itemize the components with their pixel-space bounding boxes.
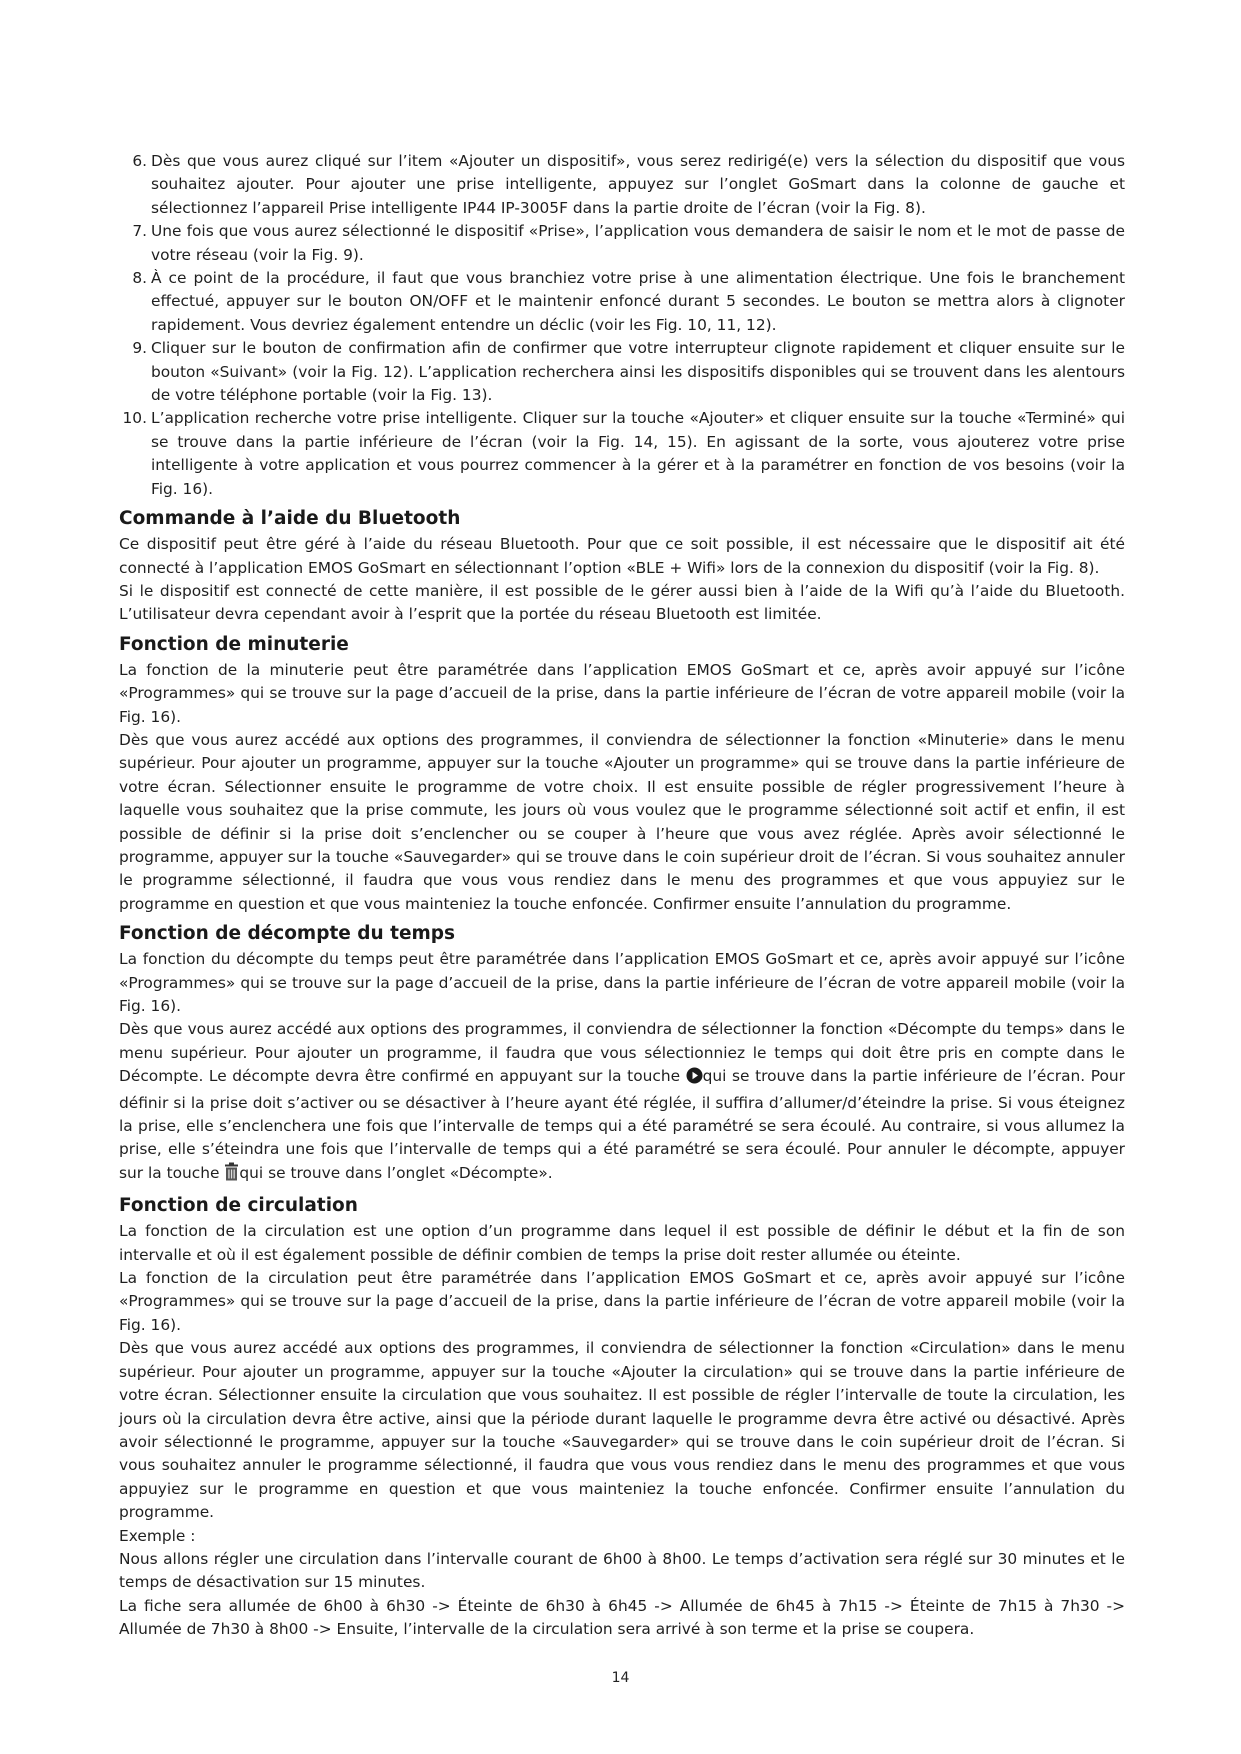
- example-paragraph: La fiche sera allumée de 6h00 à 6h30 -> Éteinte de 6h30 à 6h45 -> Allumée de 6h45 à 7h15 -> Éteinte de 7h15 à 7h30 -> Allumée de 7h30 à 8h00 -> Ensuite, l’intervalle de la circulation sera arrivé à son terme et la prise se coupera.: [119, 1596, 1125, 1639]
- bluetooth-heading: Commande à l’aide du Bluetooth: [119, 508, 461, 530]
- list-item: 10. L’application recherche votre prise intelligente. Cliquer sur la touche «Ajouter» et cliquer ensuite sur la touche «Terminé» qui se trouve dans la partie inférieure de l’écran (voir la Fig. 14, 15). En agissant de la sorte, vous ajouterez votre prise intelligente à votre application et vous pourrez commencer à la gérer et à la paramétrer en fonction de vos besoins (voir la Fig. 16).: [122, 409, 1125, 498]
- page-number: 14: [611, 1670, 630, 1686]
- timer-paragraph: La fonction de la minuterie peut être paramétrée dans l’application EMOS GoSmart et ce, après avoir appuyé sur l’icône «Programmes» qui se trouve sur la page d’accueil de la prise, dans la partie inférieure de l’écran de votre appareil mobile (voir la Fig. 16).: [119, 660, 1125, 726]
- circulation-paragraph: La fonction de la circulation peut être paramétrée dans l’application EMOS GoSmart et ce, après avoir appuyé sur l’icône «Programmes» qui se trouve sur la page d’accueil de la prise, dans la partie inférieure de l’écran de votre appareil mobile (voir la Fig. 16).: [119, 1269, 1125, 1334]
- countdown-paragraph: Dès que vous aurez accédé aux options des programmes, il conviendra de sélectionner la fonction «Décompte du temps» dans le menu supérieur. Pour ajouter un programme, il faudra que vous sélectionniez le temps qui doit être pris en compte dans le Décompte. Le décompte devra être confirmé en appuyant sur la touche qui se trouve dans la partie inférieure de l’écran. Pour définir si la prise doit s’activer ou se désactiver à l’heure ayant été réglée, il suffira d’allumer/d’éteindre la prise. Si vous éteignez la prise, elle s’enclenchera une fois que l’intervalle de temps qui a été paramétré se sera écoulé. Au contraire, si vous allumez la prise, elle s’éteindra une fois que l’intervalle de temps qui a été paramétré se sera écoulé. Pour annuler le décompte, appuyer sur la touche qui se trouve dans l’onglet «Décompte».: [119, 1018, 1125, 1188]
- countdown-heading: Fonction de décompte du temps: [119, 923, 456, 945]
- bluetooth-paragraph: Si le dispositif est connecté de cette manière, il est possible de le gérer aussi bien à l’aide de la Wifi qu’à l’aide du Bluetooth. L’utilisateur devra cependant avoir à l’esprit que la portée du réseau Bluetooth est limitée.: [119, 581, 1125, 624]
- timer-paragraph: Dès que vous aurez accédé aux options des programmes, il conviendra de sélectionner la fonction «Minuterie» dans le menu supérieur. Pour ajouter un programme, appuyer sur la touche «Ajouter un programme» qui se trouve dans la partie inférieure de votre écran. Sélectionner ensuite le programme de votre choix. Il est ensuite possible de régler progressivement l’heure à laquelle vous souhaitez que la prise commute, les jours où vous voulez que le programme sélectionné soit actif et enfin, il est possible de définir si la prise doit s’enclencher ou se couper à l’heure que vous avez réglée. Après avoir sélectionné le programme, appuyer sur la touche «Sauvegarder» qui se trouve dans le coin supérieur droit de l’écran. Si vous souhaitez annuler le programme sélectionné, il faudra que vous vous rendiez dans le menu des programmes et que vous appuyiez sur le programme en question et que vous mainteniez la touche enfoncée. Confirmer ensuite l’annulation du programme.: [119, 730, 1125, 913]
- bluetooth-paragraph: Ce dispositif peut être géré à l’aide du réseau Bluetooth. Pour que ce soit possible, il est nécessaire que le dispositif ait été connecté à l’application EMOS GoSmart en sélectionnant l’option «BLE + Wifi» lors de la connexion du dispositif (voir la Fig. 8).: [119, 535, 1125, 577]
- trash-icon: [224, 1162, 239, 1188]
- countdown-paragraph: La fonction du décompte du temps peut être paramétrée dans l’application EMOS GoSmart et ce, après avoir appuyé sur l’icône «Programmes» qui se trouve sur la page d’accueil de la prise, dans la partie inférieure de l’écran de votre appareil mobile (voir la Fig. 16).: [119, 950, 1125, 1015]
- list-item: 8. À ce point de la procédure, il faut que vous branchiez votre prise à une alimentation électrique. Une fois le branchement effectué, appuyer sur le bouton ON/OFF et le maintenir enfoncé durant 5 secondes. Le bouton se mettra alors à clignoter rapidement. Vous devriez également entendre un déclic (voir les Fig. 10, 11, 12).: [132, 269, 1125, 334]
- example-paragraph: Nous allons régler une circulation dans l’intervalle courant de 6h00 à 8h00. Le temps d’activation sera réglé sur 30 minutes et le temps de désactivation sur 15 minutes.: [119, 1549, 1125, 1592]
- setup-steps-list: [119, 150, 1125, 501]
- timer-heading: Fonction de minuterie: [119, 633, 349, 655]
- circulation-paragraph: Dès que vous aurez accédé aux options des programmes, il conviendra de sélectionner la fonction «Circulation» dans le menu supérieur. Pour ajouter un programme, appuyer sur la touche «Ajouter la circulation» qui se trouve dans la partie inférieure de votre écran. Sélectionner ensuite la circulation que vous souhaitez. Il est possible de régler l’intervalle de toute la circulation, les jours où la circulation devra être active, ainsi que la période durant laquelle le programme devra être activé ou désactivé. Après avoir sélectionné le programme, appuyer sur la touche «Sauvegarder» qui se trouve dans le coin supérieur droit de l’écran. Si vous souhaitez annuler le programme sélectionné, il faudra que vous vous rendiez dans le menu des programmes et que vous appuyiez sur le programme en question et que vous mainteniez la touche enfoncée. Confirmer ensuite l’annulation du programme.: [119, 1339, 1125, 1522]
- list-item: 9. Cliquer sur le bouton de confirmation afin de confirmer que votre interrupteur clignote rapidement et cliquer ensuite sur le bouton «Suivant» (voir la Fig. 12). L’application recherchera ainsi les dispositifs disponibles qui se trouvent dans les alentours de votre téléphone portable (voir la Fig. 13).: [132, 339, 1125, 405]
- circulation-paragraph: La fonction de la circulation est une option d’un programme dans lequel il est possible de définir le début et la fin de son intervalle et où il est également possible de définir combien de temps la prise doit rester allumée ou éteinte.: [119, 1222, 1125, 1264]
- list-item: 7. Une fois que vous aurez sélectionné le dispositif «Prise», l’application vous demandera de saisir le nom et le mot de passe de votre réseau (voir la Fig. 9).: [132, 222, 1125, 264]
- confirm-play-icon: [686, 1067, 703, 1091]
- example-label: Exemple :: [119, 1526, 196, 1545]
- list-item: 6. Dès que vous aurez cliqué sur l’item «Ajouter un dispositif», vous serez redirigé(e) vers la sélection du dispositif que vous souhaitez ajouter. Pour ajouter une prise intelligente, appuyez sur l’onglet GoSmart dans la colonne de gauche et sélectionnez l’appareil Prise intelligente IP44 IP-3005F dans la partie droite de l’écran (voir la Fig. 8).: [132, 152, 1125, 217]
- circulation-heading: Fonction de circulation: [119, 1195, 358, 1217]
- document-page: [119, 150, 1125, 1642]
